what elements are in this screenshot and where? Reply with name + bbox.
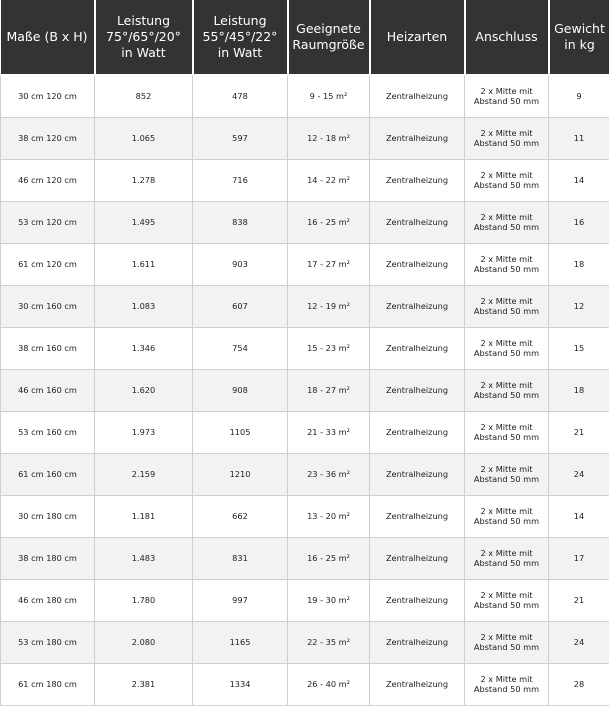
header-weight: Gewicht in kg	[549, 0, 609, 75]
cell-dimensions: 38 cm 160 cm	[1, 327, 95, 369]
cell-room-size: 12 - 18 m²	[288, 117, 370, 159]
cell-dimensions: 53 cm 120 cm	[1, 201, 95, 243]
cell-room-size: 13 - 20 m²	[288, 495, 370, 537]
cell-connection: 2 x Mitte mit Abstand 50 mm	[465, 621, 549, 663]
cell-dimensions: 38 cm 120 cm	[1, 117, 95, 159]
cell-heating-type: Zentralheizung	[370, 495, 465, 537]
cell-output-75-65-20: 1.780	[95, 579, 193, 621]
cell-weight: 12	[549, 285, 609, 327]
cell-output-55-45-22: 997	[193, 579, 288, 621]
cell-output-55-45-22: 597	[193, 117, 288, 159]
cell-dimensions: 53 cm 160 cm	[1, 411, 95, 453]
cell-weight: 18	[549, 243, 609, 285]
cell-dimensions: 30 cm 120 cm	[1, 75, 95, 117]
cell-output-75-65-20: 2.159	[95, 453, 193, 495]
cell-output-75-65-20: 852	[95, 75, 193, 117]
cell-dimensions: 30 cm 160 cm	[1, 285, 95, 327]
cell-heating-type: Zentralheizung	[370, 117, 465, 159]
cell-output-75-65-20: 1.278	[95, 159, 193, 201]
cell-heating-type: Zentralheizung	[370, 159, 465, 201]
table-row	[1, 75, 609, 117]
cell-dimensions: 46 cm 120 cm	[1, 159, 95, 201]
cell-weight: 28	[549, 663, 609, 705]
table-row	[1, 453, 609, 495]
cell-connection: 2 x Mitte mit Abstand 50 mm	[465, 663, 549, 705]
cell-output-75-65-20: 2.381	[95, 663, 193, 705]
cell-output-55-45-22: 903	[193, 243, 288, 285]
cell-dimensions: 46 cm 160 cm	[1, 369, 95, 411]
cell-output-55-45-22: 1210	[193, 453, 288, 495]
table-row	[1, 369, 609, 411]
cell-weight: 9	[549, 75, 609, 117]
table-row	[1, 621, 609, 663]
cell-output-75-65-20: 1.346	[95, 327, 193, 369]
cell-weight: 21	[549, 579, 609, 621]
cell-room-size: 19 - 30 m²	[288, 579, 370, 621]
cell-output-55-45-22: 831	[193, 537, 288, 579]
cell-output-75-65-20: 1.620	[95, 369, 193, 411]
cell-weight: 21	[549, 411, 609, 453]
cell-weight: 16	[549, 201, 609, 243]
cell-heating-type: Zentralheizung	[370, 327, 465, 369]
cell-output-75-65-20: 1.065	[95, 117, 193, 159]
table-row	[1, 201, 609, 243]
cell-room-size: 16 - 25 m²	[288, 201, 370, 243]
cell-heating-type: Zentralheizung	[370, 369, 465, 411]
cell-output-55-45-22: 478	[193, 75, 288, 117]
table-row	[1, 663, 609, 705]
header-row	[1, 0, 609, 75]
table-row	[1, 117, 609, 159]
cell-heating-type: Zentralheizung	[370, 243, 465, 285]
cell-connection: 2 x Mitte mit Abstand 50 mm	[465, 327, 549, 369]
cell-output-75-65-20: 1.611	[95, 243, 193, 285]
table-row	[1, 411, 609, 453]
cell-heating-type: Zentralheizung	[370, 453, 465, 495]
cell-connection: 2 x Mitte mit Abstand 50 mm	[465, 159, 549, 201]
cell-output-55-45-22: 908	[193, 369, 288, 411]
cell-room-size: 22 - 35 m²	[288, 621, 370, 663]
header-dimensions: Maße (B x H)	[1, 0, 95, 75]
cell-output-55-45-22: 754	[193, 327, 288, 369]
cell-dimensions: 46 cm 180 cm	[1, 579, 95, 621]
cell-dimensions: 38 cm 180 cm	[1, 537, 95, 579]
cell-dimensions: 61 cm 160 cm	[1, 453, 95, 495]
cell-output-75-65-20: 1.495	[95, 201, 193, 243]
table-header	[1, 0, 609, 75]
cell-heating-type: Zentralheizung	[370, 537, 465, 579]
cell-connection: 2 x Mitte mit Abstand 50 mm	[465, 243, 549, 285]
cell-connection: 2 x Mitte mit Abstand 50 mm	[465, 453, 549, 495]
header-room-size: Geeignete Raumgröße	[288, 0, 370, 75]
cell-output-55-45-22: 662	[193, 495, 288, 537]
header-heating-type: Heizarten	[370, 0, 465, 75]
cell-connection: 2 x Mitte mit Abstand 50 mm	[465, 579, 549, 621]
cell-room-size: 23 - 36 m²	[288, 453, 370, 495]
cell-heating-type: Zentralheizung	[370, 285, 465, 327]
cell-heating-type: Zentralheizung	[370, 579, 465, 621]
cell-room-size: 18 - 27 m²	[288, 369, 370, 411]
cell-connection: 2 x Mitte mit Abstand 50 mm	[465, 117, 549, 159]
table-row	[1, 579, 609, 621]
cell-output-55-45-22: 607	[193, 285, 288, 327]
cell-output-75-65-20: 2.080	[95, 621, 193, 663]
header-output-75-65-20: Leistung 75°/65°/20° in Watt	[95, 0, 193, 75]
cell-heating-type: Zentralheizung	[370, 621, 465, 663]
cell-output-55-45-22: 1105	[193, 411, 288, 453]
cell-output-55-45-22: 1334	[193, 663, 288, 705]
cell-weight: 14	[549, 159, 609, 201]
cell-room-size: 26 - 40 m²	[288, 663, 370, 705]
cell-weight: 15	[549, 327, 609, 369]
cell-room-size: 12 - 19 m²	[288, 285, 370, 327]
cell-dimensions: 53 cm 180 cm	[1, 621, 95, 663]
cell-output-75-65-20: 1.181	[95, 495, 193, 537]
table-row	[1, 243, 609, 285]
table-row	[1, 537, 609, 579]
cell-connection: 2 x Mitte mit Abstand 50 mm	[465, 201, 549, 243]
cell-weight: 18	[549, 369, 609, 411]
cell-connection: 2 x Mitte mit Abstand 50 mm	[465, 285, 549, 327]
cell-heating-type: Zentralheizung	[370, 201, 465, 243]
table-row	[1, 327, 609, 369]
cell-connection: 2 x Mitte mit Abstand 50 mm	[465, 537, 549, 579]
cell-output-55-45-22: 838	[193, 201, 288, 243]
cell-weight: 11	[549, 117, 609, 159]
cell-heating-type: Zentralheizung	[370, 411, 465, 453]
cell-weight: 17	[549, 537, 609, 579]
cell-room-size: 16 - 25 m²	[288, 537, 370, 579]
cell-output-55-45-22: 1165	[193, 621, 288, 663]
cell-connection: 2 x Mitte mit Abstand 50 mm	[465, 75, 549, 117]
cell-output-75-65-20: 1.483	[95, 537, 193, 579]
table-row	[1, 159, 609, 201]
cell-heating-type: Zentralheizung	[370, 663, 465, 705]
table-row	[1, 495, 609, 537]
cell-output-75-65-20: 1.973	[95, 411, 193, 453]
cell-connection: 2 x Mitte mit Abstand 50 mm	[465, 411, 549, 453]
cell-room-size: 14 - 22 m²	[288, 159, 370, 201]
cell-connection: 2 x Mitte mit Abstand 50 mm	[465, 369, 549, 411]
cell-dimensions: 30 cm 180 cm	[1, 495, 95, 537]
header-connection: Anschluss	[465, 0, 549, 75]
table-row	[1, 285, 609, 327]
cell-output-55-45-22: 716	[193, 159, 288, 201]
cell-room-size: 21 - 33 m²	[288, 411, 370, 453]
cell-weight: 14	[549, 495, 609, 537]
cell-room-size: 15 - 23 m²	[288, 327, 370, 369]
cell-connection: 2 x Mitte mit Abstand 50 mm	[465, 495, 549, 537]
cell-dimensions: 61 cm 120 cm	[1, 243, 95, 285]
table-body	[1, 75, 609, 705]
cell-room-size: 9 - 15 m²	[288, 75, 370, 117]
header-output-55-45-22: Leistung 55°/45°/22° in Watt	[193, 0, 288, 75]
cell-dimensions: 61 cm 180 cm	[1, 663, 95, 705]
cell-output-75-65-20: 1.083	[95, 285, 193, 327]
cell-heating-type: Zentralheizung	[370, 75, 465, 117]
cell-weight: 24	[549, 453, 609, 495]
cell-weight: 24	[549, 621, 609, 663]
cell-room-size: 17 - 27 m²	[288, 243, 370, 285]
